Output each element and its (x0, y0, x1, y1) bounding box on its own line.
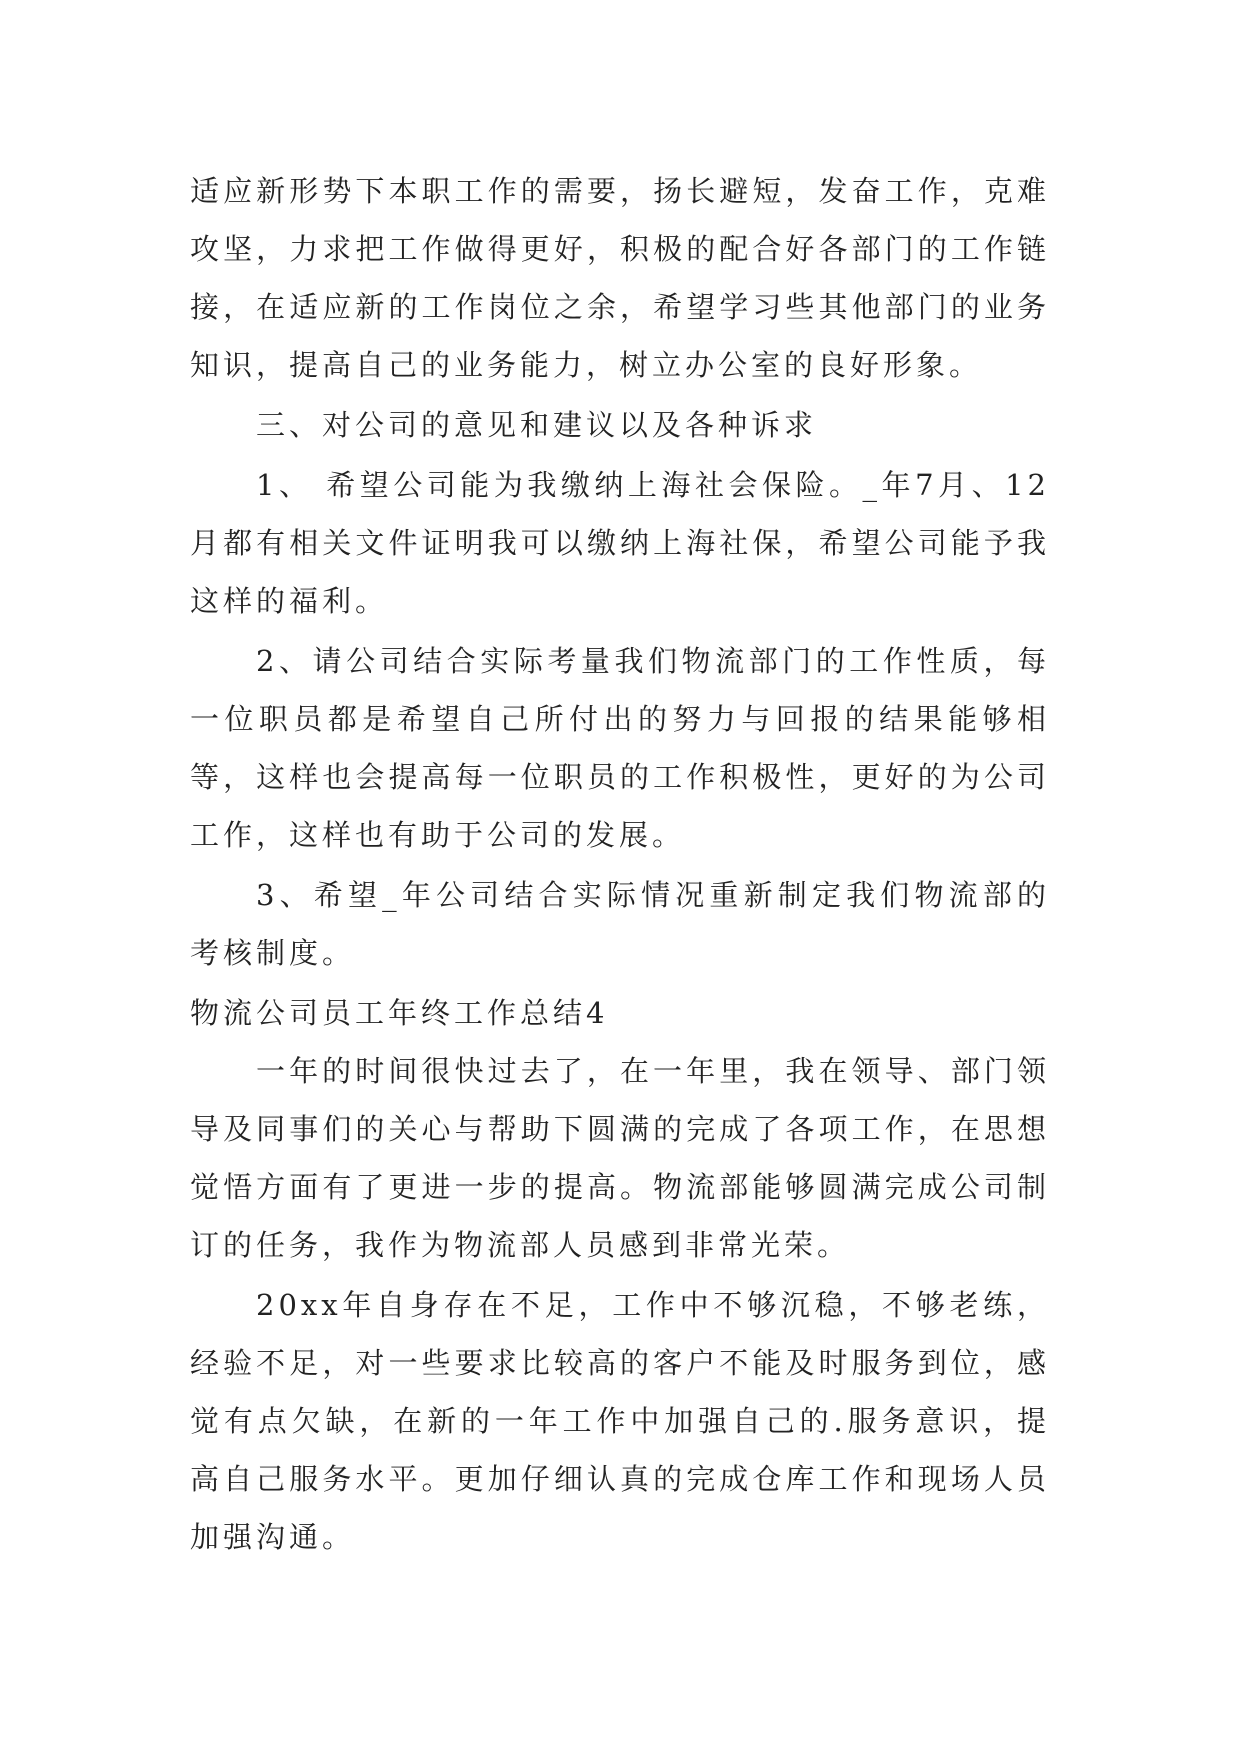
section-heading-three: 三、对公司的意见和建议以及各种诉求 (256, 408, 818, 442)
summary-paragraph-one: 一年的时间很快过去了，在一年里，我在领导、部门领导及同事们的关心与帮助下圆满的完成了各项工作，在思想觉悟方面有了更进一步的提高。物流部能够圆满完成公司制订的任务，我作为物流部人员感到非常光荣。 (190, 1054, 1050, 1262)
paragraph-continuation: 适应新形势下本职工作的需要，扬长避短，发奋工作，克难攻坚，力求把工作做得更好，积极的配合好各部门的工作链接，在适应新的工作岗位之余，希望学习些其他部门的业务知识，提高自己的业务能力，树立办公室的良好形象。 (190, 174, 1050, 382)
item-three-paragraph: 3、希望_年公司结合实际情况重新制定我们物流部的考核制度。 (190, 878, 1050, 970)
summary-paragraph-two: 20xx年自身存在不足，工作中不够沉稳，不够老练，经验不足，对一些要求比较高的客户不能及时服务到位，感觉有点欠缺，在新的一年工作中加强自己的.服务意识，提高自己服务水平。更加仔细认真的完成仓库工作和现场人员加强沟通。 (190, 1288, 1050, 1554)
item-two-paragraph: 2、请公司结合实际考量我们物流部门的工作性质，每一位职员都是希望自己所付出的努力与回报的结果能够相等，这样也会提高每一位职员的工作积极性，更好的为公司工作，这样也有助于公司的发展。 (190, 644, 1050, 852)
document-body (190, 162, 1050, 1568)
item-one-paragraph: 1、 希望公司能为我缴纳上海社会保险。_年7月、12月都有相关文件证明我可以缴纳上海社保，希望公司能予我这样的福利。 (190, 468, 1050, 618)
article-title: 物流公司员工年终工作总结4 (190, 996, 609, 1030)
